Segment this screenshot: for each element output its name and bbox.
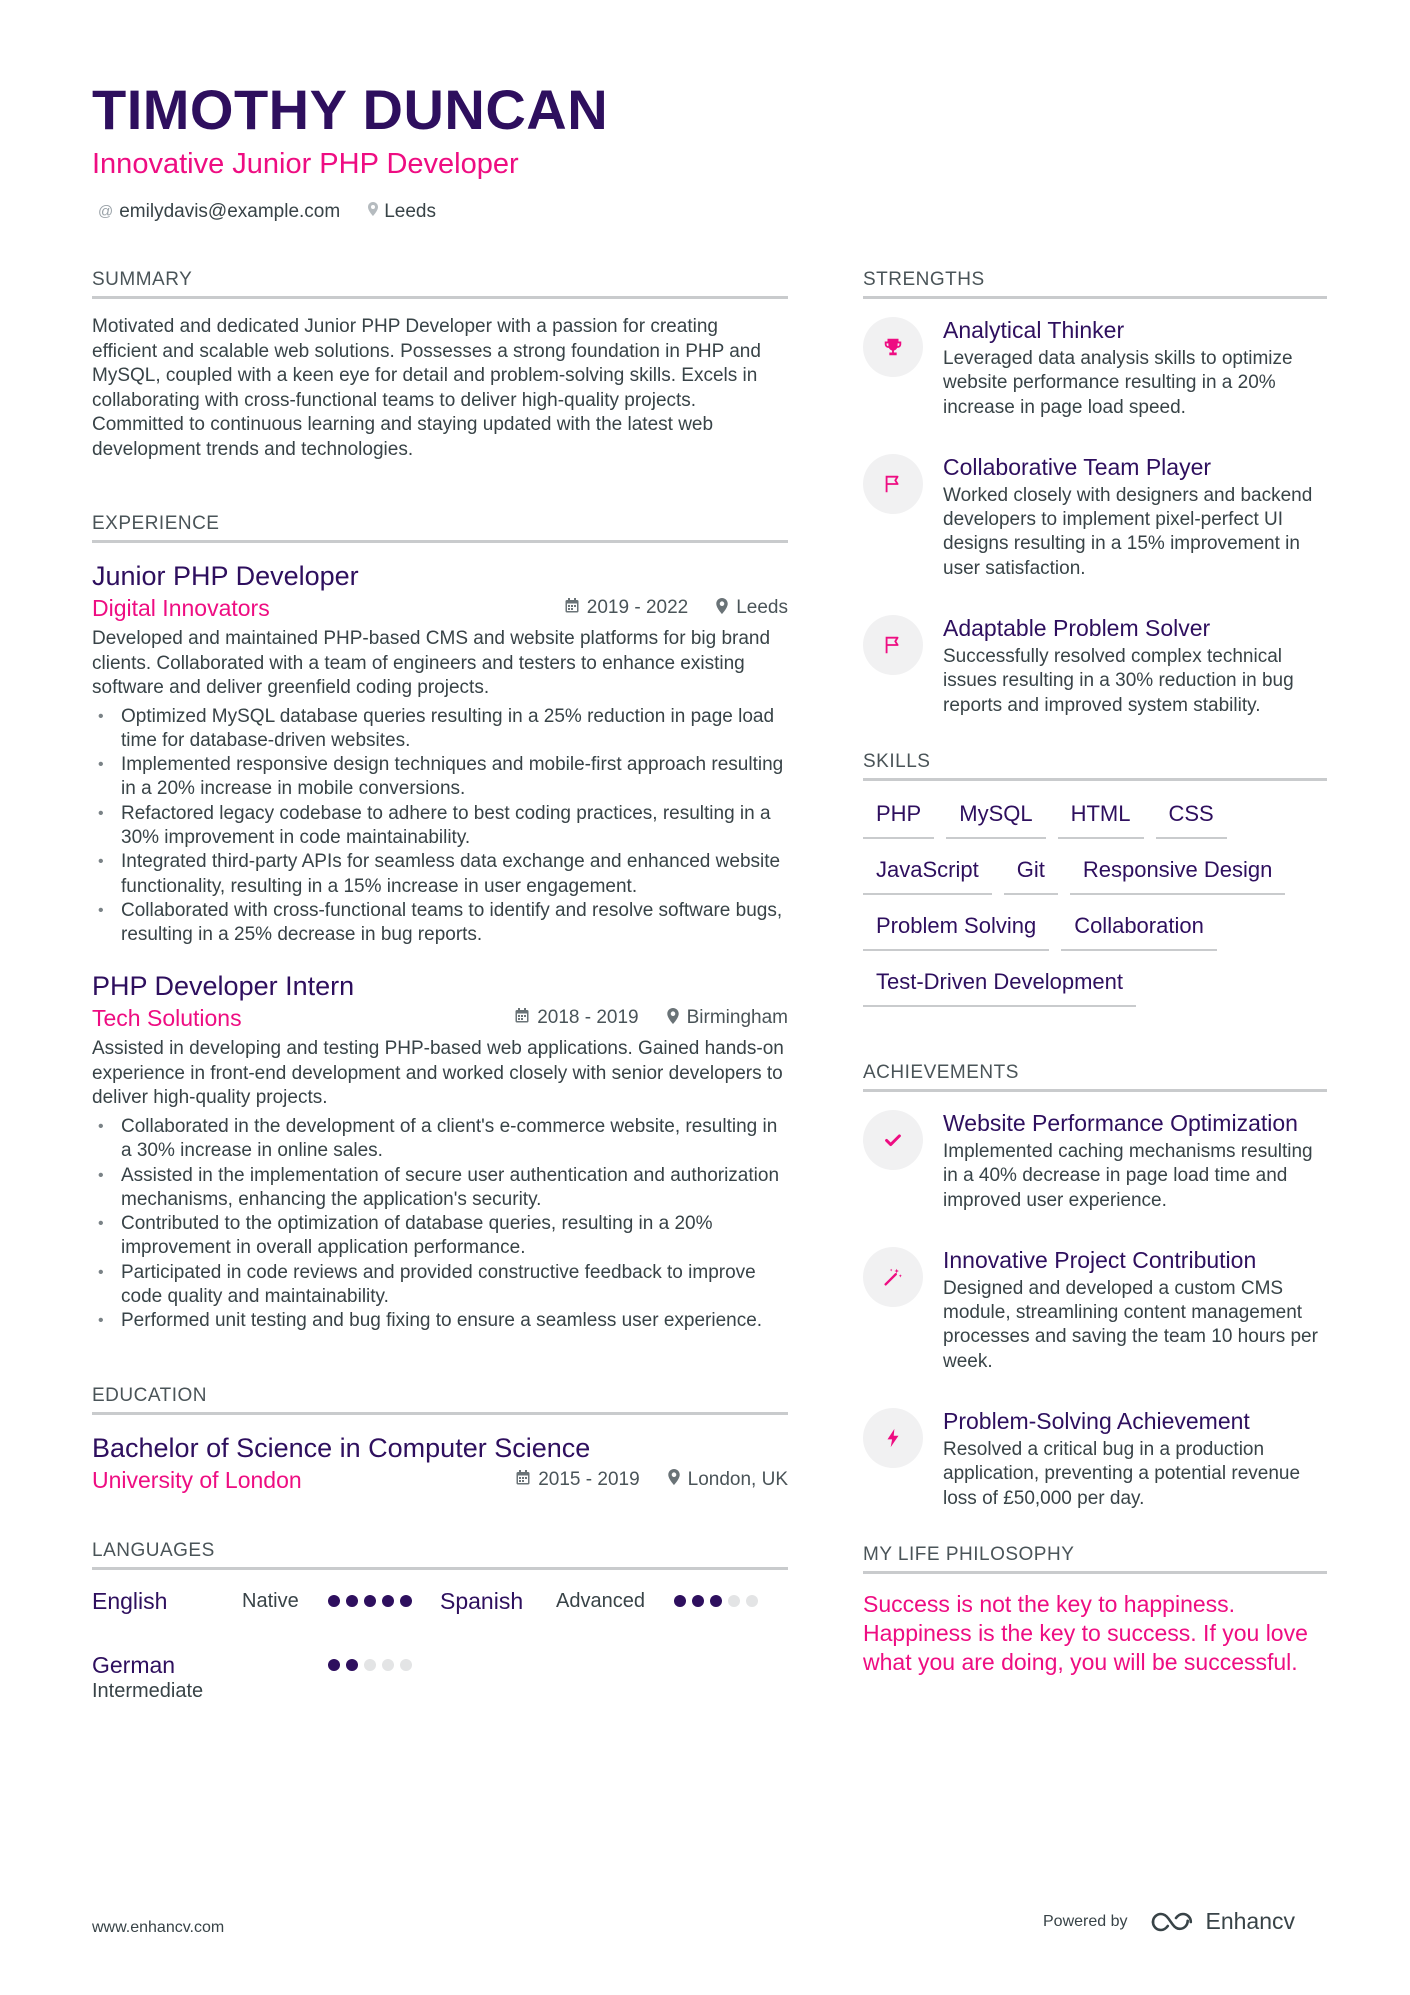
job-dates: [565, 597, 688, 619]
lightning-icon: [863, 1408, 923, 1468]
job-meta: [515, 1007, 788, 1029]
education-meta: [516, 1469, 788, 1491]
language-level: Intermediate: [92, 1679, 204, 1702]
at-icon: @: [98, 203, 114, 220]
rating-dot-empty: [382, 1659, 394, 1671]
language-rating: [328, 1650, 412, 1680]
rating-dot-filled: [328, 1659, 340, 1671]
achievement-title: Problem-Solving Achievement: [943, 1408, 1250, 1435]
job-bullet: • Integrated third-party APIs for seamless data exchange and enhanced website functionality, resulting in a 15% increase in user engagement.: [92, 850, 788, 899]
school-name: University of London: [92, 1466, 302, 1493]
language-item: [92, 1650, 440, 1702]
rating-dot-filled: [710, 1595, 722, 1607]
rating-dot-filled: [328, 1595, 340, 1607]
language-level: Native: [242, 1589, 299, 1612]
contact-row: [98, 198, 436, 226]
magic-wand-icon: [863, 1247, 923, 1307]
job-bullets: [92, 705, 788, 948]
achievement-content: [943, 1406, 1327, 1511]
strength-item: [863, 452, 1327, 581]
education-location: [668, 1469, 788, 1491]
summary-text: Motivated and dedicated Junior PHP Developer with a passion for creating efficient and scalable web solutions. Possesses a strong foundation in PHP and MySQL, coupled with a keen eye for detail and problem-solving skills. Excels in collaborating with cross-functional teams to deliver high-quality projects. Committed to continuous learning and staying updated with the latest web development trends and technologies.: [92, 316, 761, 460]
job-location: [667, 1007, 788, 1029]
skill-tag: Problem Solving: [863, 909, 1049, 951]
language-rating: [674, 1586, 758, 1616]
flag-icon: [863, 454, 923, 514]
candidate-title: Innovative Junior PHP Developer: [92, 148, 519, 180]
skill-tag: CSS: [1156, 797, 1227, 839]
strengths-heading: STRENGTHS: [863, 268, 1327, 299]
checkmark-icon: [863, 1110, 923, 1170]
location-text: Leeds: [384, 201, 436, 222]
education-meta-row: [92, 1465, 788, 1495]
trophy-icon: [863, 317, 923, 377]
summary-heading: SUMMARY: [92, 268, 788, 299]
job-meta-row: [92, 1003, 788, 1033]
language-item: [440, 1586, 788, 1630]
philosophy-quote: Success is not the key to happiness. Happiness is the key to success. If you love what you are doing, you will be successful.: [863, 1590, 1308, 1675]
rating-dot-filled: [692, 1595, 704, 1607]
achievement-content: [943, 1245, 1327, 1374]
skill-tag: MySQL: [946, 797, 1045, 839]
skill-tag: HTML: [1058, 797, 1144, 839]
job-location-text: Leeds: [736, 597, 788, 618]
rating-dot-empty: [728, 1595, 740, 1607]
strength-desc: Worked closely with designers and backend developers to implement pixel-perfect UI designs resulting in a 15% improvement in user satisfaction.: [943, 484, 1313, 579]
achievements-heading: ACHIEVEMENTS: [863, 1061, 1327, 1092]
strength-content: [943, 315, 1327, 420]
job-meta: [565, 597, 788, 619]
rating-dot-filled: [364, 1595, 376, 1607]
achievement-item: [863, 1245, 1327, 1374]
strength-desc: Leveraged data analysis skills to optimize website performance resulting in a 20% increase in page load speed.: [943, 348, 1293, 418]
job-meta-row: [92, 593, 788, 623]
strength-content: [943, 452, 1327, 581]
experience-heading: EXPERIENCE: [92, 512, 788, 543]
rating-dot-filled: [346, 1659, 358, 1671]
job-bullet: • Collaborated with cross-functional teams to identify and resolve software bugs, resulting in a 25% decrease in bug reports.: [92, 899, 788, 948]
job-dates-text: 2019 - 2022: [586, 597, 689, 618]
skill-tag: Git: [1004, 853, 1058, 895]
brand-name: Enhancv: [1205, 1908, 1296, 1934]
job-bullet: • Participated in code reviews and provided constructive feedback to improve code quality and maintainability.: [92, 1261, 788, 1310]
job-location: [716, 597, 788, 619]
strengths-section: [863, 268, 1327, 718]
achievement-desc: Implemented caching mechanisms resulting in a 40% decrease in page load time and improved user experience.: [943, 1140, 1313, 1211]
education-dates: [516, 1469, 639, 1491]
location-pin-icon: [668, 1469, 680, 1490]
experience-section: [92, 512, 788, 1334]
job-bullets: [92, 1115, 788, 1334]
left-column: [92, 268, 788, 1702]
strength-content: [943, 613, 1327, 718]
skills-heading: SKILLS: [863, 750, 1327, 781]
achievement-content: [943, 1108, 1327, 1213]
location-pin-icon: [667, 1008, 679, 1029]
job-description: Developed and maintained PHP-based CMS and website platforms for big brand clients. Collaborated with a team of engineers and testers to enhance existing software and deliver greenfield coding projects.: [92, 628, 771, 698]
job-bullet: • Performed unit testing and bug fixing to ensure a seamless user experience.: [92, 1309, 788, 1333]
achievement-title: Innovative Project Contribution: [943, 1246, 1257, 1273]
right-column: [863, 268, 1327, 1677]
languages-grid: [92, 1586, 788, 1702]
job-bullet: • Assisted in the implementation of secure user authentication and authorization mechanisms, enhancing the application's security.: [92, 1164, 788, 1213]
skill-tag: JavaScript: [863, 853, 992, 895]
language-item: [92, 1586, 440, 1630]
footer-branding: [1043, 1908, 1295, 1935]
achievement-desc: Resolved a critical bug in a production application, preventing a potential revenue loss of £50,000 per day.: [943, 1439, 1301, 1509]
philosophy-section: [863, 1543, 1327, 1677]
education-location-text: London, UK: [687, 1468, 788, 1490]
achievement-item: [863, 1406, 1327, 1511]
powered-by-label: Powered by: [1043, 1912, 1128, 1930]
calendar-icon: [515, 1008, 529, 1028]
achievement-item: [863, 1108, 1327, 1213]
strength-title: Collaborative Team Player: [943, 453, 1212, 480]
job-company: Tech Solutions: [92, 1005, 242, 1032]
job-bullet: • Implemented responsive design techniques and mobile-first approach resulting in a 20% increase in mobile conversions.: [92, 753, 788, 802]
philosophy-heading: MY LIFE PHILOSOPHY: [863, 1543, 1327, 1574]
language-name: German: [92, 1651, 176, 1678]
languages-heading: LANGUAGES: [92, 1539, 788, 1570]
achievement-desc: Designed and developed a custom CMS module, streamlining content management processes and saving the team 10 hours per week.: [943, 1277, 1318, 1372]
enhancv-logo-icon: [1150, 1911, 1196, 1933]
job-title: Junior PHP Developer: [92, 561, 359, 591]
location-pin-icon: [716, 598, 728, 619]
skill-tag: Collaboration: [1061, 909, 1217, 951]
skills-list: [863, 797, 1327, 1007]
calendar-icon: [565, 598, 579, 618]
strength-title: Analytical Thinker: [943, 317, 1125, 343]
achievements-section: [863, 1061, 1327, 1511]
rating-dot-empty: [400, 1659, 412, 1671]
education-heading: EDUCATION: [92, 1384, 788, 1415]
rating-dot-empty: [746, 1595, 758, 1607]
job-entry: [92, 559, 788, 947]
rating-dot-filled: [382, 1595, 394, 1607]
rating-dot-empty: [364, 1659, 376, 1671]
enhancv-logo[interactable]: [1150, 1908, 1296, 1935]
rating-dot-filled: [346, 1595, 358, 1607]
language-level: Advanced: [556, 1589, 645, 1612]
skill-tag: Test-Driven Development: [863, 965, 1136, 1007]
job-dates: [515, 1007, 638, 1029]
flag-icon: [863, 615, 923, 675]
calendar-icon: [516, 1470, 530, 1490]
contact-email[interactable]: [98, 198, 340, 226]
skills-section: [863, 750, 1327, 1007]
job-bullet: • Refactored legacy codebase to adhere to best coding practices, resulting in a 30% improvement in code maintainability.: [92, 802, 788, 851]
achievement-title: Website Performance Optimization: [943, 1109, 1298, 1136]
job-description: Assisted in developing and testing PHP-based web applications. Gained hands-on experience in front-end development and worked closely with senior developers to deliver high-quality projects.: [92, 1038, 784, 1109]
skill-tag: PHP: [863, 797, 934, 839]
job-dates-text: 2018 - 2019: [537, 1007, 639, 1029]
rating-dot-filled: [400, 1595, 412, 1607]
email-text: emilydavis@example.com: [119, 201, 341, 222]
education-dates-text: 2015 - 2019: [538, 1468, 640, 1490]
strength-item: [863, 315, 1327, 420]
footer-website-link[interactable]: www.enhancv.com: [92, 1919, 225, 1936]
rating-dot-filled: [674, 1595, 686, 1607]
language-name: English: [92, 1587, 168, 1614]
job-bullet: • Contributed to the optimization of database queries, resulting in a 20% improvement in overall application performance.: [92, 1212, 788, 1261]
job-entry: [92, 969, 788, 1333]
skill-tag: Responsive Design: [1070, 853, 1286, 895]
languages-section: [92, 1539, 788, 1702]
strength-desc: Successfully resolved complex technical issues resulting in a 30% reduction in bug reports and improved system stability.: [943, 646, 1294, 716]
location-pin-icon: [368, 198, 378, 226]
job-location-text: Birmingham: [686, 1007, 788, 1029]
job-bullet: • Optimized MySQL database queries resulting in a 25% reduction in page load time for database-driven websites.: [92, 705, 788, 754]
summary-section: [92, 268, 788, 462]
degree-title: Bachelor of Science in Computer Science: [92, 1432, 591, 1463]
contact-location: [368, 198, 436, 226]
education-section: [92, 1384, 788, 1495]
language-name: Spanish: [440, 1587, 524, 1614]
strength-item: [863, 613, 1327, 718]
job-title: PHP Developer Intern: [92, 971, 355, 1002]
job-bullet: • Collaborated in the development of a client's e-commerce website, resulting in a 30% increase in online sales.: [92, 1115, 788, 1164]
language-rating: [328, 1586, 412, 1616]
strength-title: Adaptable Problem Solver: [943, 615, 1211, 642]
candidate-name: TIMOTHY DUNCAN: [92, 78, 609, 141]
job-company: Digital Innovators: [92, 595, 270, 621]
